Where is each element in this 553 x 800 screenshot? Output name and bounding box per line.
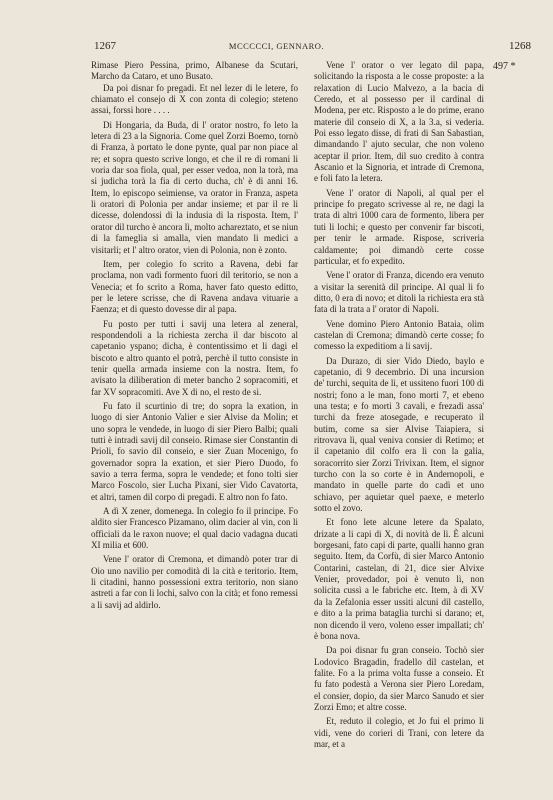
paragraph: Vene l' orator o ver legato dil papa, solicitando la risposta a le cosse proposte: a la relaxation di Lucio Malvezo, a la bacia di Ceredo, et al possesso per il cardinal di Modena, per etc. Risposto a le do prime, erano materie dil conseio di X, a la 3.a, si vederia. Poi esso legato disse, di frati di San Sabastian, dimandando l' ajuto secular, che non voleno aceptar il prior. Item, dil suo credito à contra Ascanio et la Signoria, et intrade di Cremona, e foli fato la letera.: [314, 60, 484, 184]
paragraph: Da poi disnar fo pregadi. Et nel lezer di le letere, fo chiamato el consejo di X con zonta di colegio; steteno assai, forssi hore . . . .: [91, 82, 298, 116]
paragraph: Rimase Piero Pessina, primo, Albanese da Scutari, Marcho da Cataro, et uno Busato.: [91, 60, 298, 82]
paragraph: Et, reduto il colegio, et Jo fui el primo li vidi, vene do corieri di Trani, con letere da mar, et a: [314, 716, 484, 749]
paragraph: Da poi disnar fu gran conseio. Tochò sier Lodovico Bragadin, fradello dil castelan, et falite. Fo a la prima volta fusse a conseio. Et fu fato podestà a Verona sier Piero Loredam, el consier, dopio, da sier Marco Sanudo et sier Zorzi Emo; et altre cosse.: [314, 645, 484, 712]
paragraph: A dì X zener, domenega. In colegio fo il principe. Fo aldito sier Francesco Pizamano, olim dacier al vin, con li officiali da le raxon nuove; el qual dacio vadagna ducati XI milia et 600.: [91, 506, 298, 551]
right-page-number: 1268: [509, 40, 531, 52]
running-title: MCCCCCI, GENNARO.: [228, 41, 325, 51]
margin-note: 497 *: [493, 61, 516, 72]
paragraph: Vene domino Piero Antonio Bataia, olim castelan di Cremona; dimandò certe cosse; fo comesso la expeditiom a li savij.: [314, 318, 484, 352]
paragraph: Vene l' orator di Napoli, al qual per el principe fo pregato scrivesse al re, ne dagi la trata di altri 1000 cara de formento, libera per tuti li lochi; e questo per convenir far biscoti, per tenir le armade. Rispose, scriveria caldamente; poi dimandò certe cosse particular, et fo expedito.: [314, 187, 484, 266]
left-page-number: 1267: [94, 40, 116, 52]
paragraph: Fu posto per tutti i savij una letera al zeneral, respondendoli a la richiesta zercha il dar biscoto al capetanio yspano; dicha, è contentissimo et li dagi el biscoto e altro quanto el potrà, perchè il tutto consiste in tenir quella armada insieme con la nostra. Item, fo avisato la diliberation di meter bancho 2 sopracomiti, et far XV sopracomiti. Ave X di no, el resto de sì.: [91, 318, 298, 397]
paragraph: Item, per colegio fo scrito a Ravena, debi far proclama, non vadi formento fuori dil teritorio, se non a Venecia; et fo scrito a Roma, haver fato questo editto, per le letere scrisse, che di Ravena andava vituarie a Faenza; et di questo dovesse dir al papa.: [91, 258, 298, 315]
paragraph: Et fono lete alcune letere da Spalato, drizate a li capi di X, di novità de lì. È alcuni borgesani, fato capi di parte, qualli hanno gran seguito. Item, da Corfù, di sier Marco Antonio Contarini, castelan, di 21, dice sier Alvixe Venier, provedador, poi è venuto lì, non solicita cussì a le fabriche etc. Item, à dì XV da la Zefalonia esser ussiti alcuni dil castello, e dito a la prima bataglia turchi si darano; et, non dicendo il vero, voleno esser impallati; ch' è bona nova.: [314, 517, 484, 641]
paragraph: Vene l' orator di Franza, dicendo era venuto a visitar la serenità dil principe. Al qual li fo ditto, 0 era di novo; et ditoli la richiesta era stà fata di la trata a l' orator di Napoli.: [314, 270, 484, 315]
paragraph: Da Durazo, di sier Vido Diedo, baylo e capetanio, di 9 decembrio. Di una incursion de' turchi, sequita de lì, et ussiteno fuori 100 di nostri; fono a le man, fono morti 7, et ebeno una testa; e fo morti 3 cavali, e frezadi assa' turchi da freze atosegade, e recuperato il butim, come sa sier Alvise Taiapiera, si ritrovava lì, qual veniva consier di Retimo; et il capetanio dil colfo era lì con la galia, soracorrito sier Zorzi Trivixan. Item, el signor turcho con la so corte è in Andernopoli, e mandato in quelle parte do cadì et uno schiavo, per aquietar quel paexe, e meterlo sotto el zovo.: [314, 355, 484, 514]
paragraph: Fu fato il scurtinio di tre; do sopra la exation, in luogo di sier Antonio Valier e sier Alvise da Molin; et uno sopra le vendede, in luogo di sier Piero Balbi; quali tutti è intradi savij dil conseio. Rimase sier Constantin di Prioli, fo savio dil conseio, e sier Zuan Mocenigo, fo governador sopra la exation, et sier Piero Duodo, fo savio a terra ferma, sopra le vendede; et fono tolti sier Marco Foscolo, sier Lucha Pixani, sier Vido Cavatorta, et altri, tamen dil corpo di pregadi. E altro non fo fato.: [91, 400, 298, 502]
page-header: [0, 40, 553, 56]
paragraph: Di Hongaria, da Buda, di l' orator nostro, fo leto la letera di 23 a la Signoria. Come quel Zorzi Boemo, tornò di Franza, à portato le done pynte, qual par non piace al re; et sopra questo scrive longo, et che il re di romani li voria dar soa fiola, qual, per esser vedoa, non la torà, ma si judicha torà la fia di certo ducha, ch' è di anni 16. Item, lo episcopo seimiense, va orator in Franza, aspeta li oratori di Polonia per andar insieme; et par il re li dicesse, dolendossi di la indusia di la risposta. Item, l' orator dil turcho è ancora lì, molto achareztato, et se niun di la fameglia si amalla, vien mandato li medici a visitarli; et l' altro orator, vien di Polonia, non è zonto.: [91, 119, 298, 255]
paragraph: Vene l' orator di Cremona, et dimandò poter trar di Oio uno navilio per comodità di la cità e teritorio. Item, li citadini, hanno possessioni extra teritorio, non siano astreti a far con li lochi, salvo con la cità; et fono remessi a li savij ad aldirlo.: [91, 554, 298, 610]
right-column: [314, 60, 484, 750]
left-column: [91, 60, 298, 611]
